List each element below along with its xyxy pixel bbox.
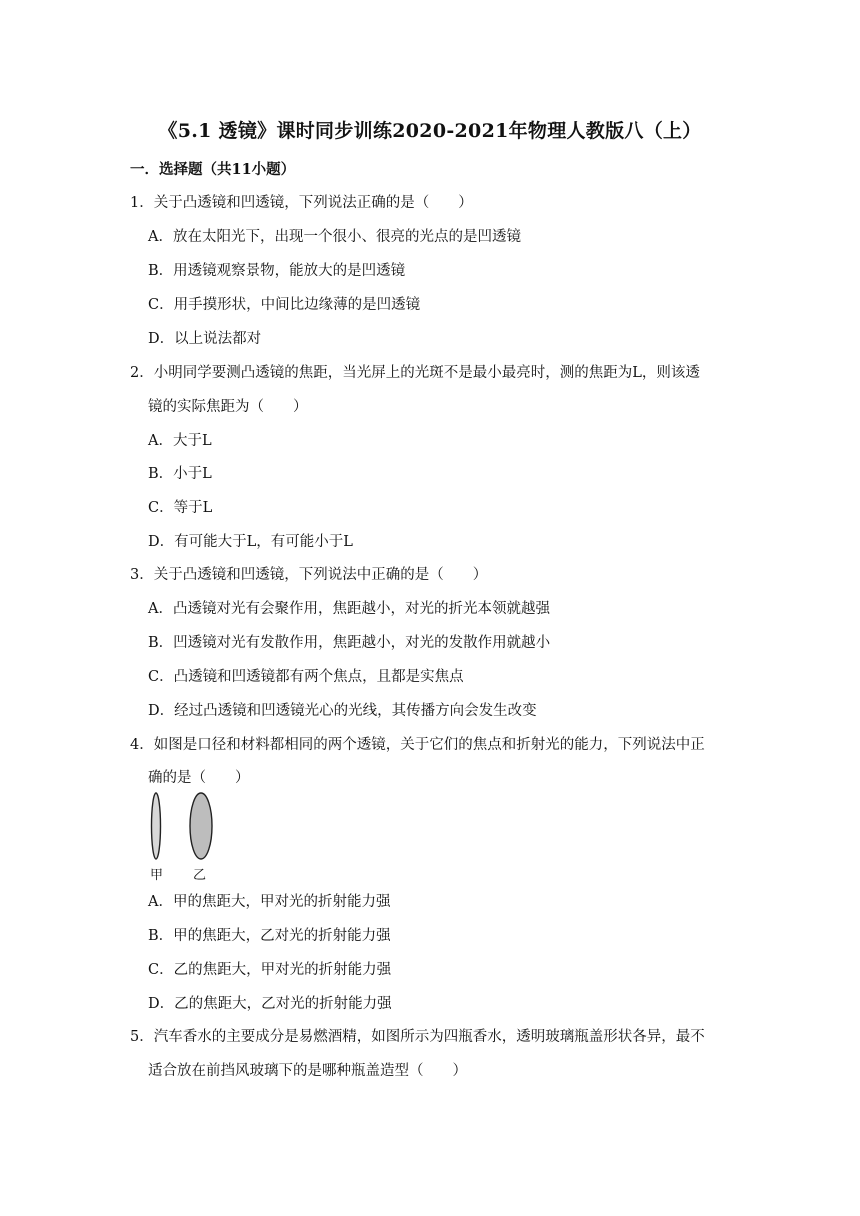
question-3-stem: 3．关于凸透镜和凹透镜，下列说法中正确的是（ ） [130,567,488,583]
thin-lens-shape [152,793,161,859]
question-2-option-b: B．小于L [148,466,212,482]
lens-label-yi: 乙 [193,868,207,883]
question-4-option-c: C．乙的焦距大，甲对光的折射能力强 [148,962,392,978]
question-3-option-d: D．经过凸透镜和凹透镜光心的光线，其传播方向会发生改变 [148,703,537,719]
question-1-option-a: A．放在太阳光下，出现一个很小、很亮的光点的是凹透镜 [148,229,521,245]
question-2-option-a: A．大于L [148,433,212,449]
lens-label-jia: 甲 [150,868,164,883]
question-5-stem-cont: 适合放在前挡风玻璃下的是哪种瓶盖造型（ ） [148,1063,467,1079]
question-1-option-d: D．以上说法都对 [148,331,262,347]
question-3-option-a: A．凸透镜对光有会聚作用，焦距越小，对光的折光本领就越强 [148,601,550,617]
section-heading: 一．选择题（共11小题） [130,161,296,178]
question-2-stem: 2．小明同学要测凸透镜的焦距，当光屏上的光斑不是最小最亮时，测的焦距为L，则该透 [130,365,700,381]
lens-figure [140,790,220,882]
question-2-option-c: C．等于L [148,500,213,516]
question-1-option-b: B．用透镜观察景物，能放大的是凹透镜 [148,263,406,279]
question-2-option-d: D．有可能大于L，有可能小于L [148,534,353,550]
question-4-option-a: A．甲的焦距大，甲对光的折射能力强 [148,894,391,910]
thick-lens-shape [190,793,212,859]
question-2-stem-cont: 镜的实际焦距为（ ） [148,399,308,415]
question-4-stem-cont: 确的是（ ） [148,770,250,786]
page-title: 《5.1 透镜》课时同步训练2020-2021年物理人教版八（上） [158,120,702,142]
question-4-stem: 4．如图是口径和材料都相同的两个透镜，关于它们的焦点和折射光的能力，下列说法中正 [130,737,705,753]
question-1-stem: 1．关于凸透镜和凹透镜，下列说法正确的是（ ） [130,195,473,211]
question-1-option-c: C．用手摸形状，中间比边缘薄的是凹透镜 [148,297,421,313]
question-4-option-d: D．乙的焦距大，乙对光的折射能力强 [148,996,392,1012]
question-3-option-b: B．凹透镜对光有发散作用，焦距越小，对光的发散作用就越小 [148,635,551,651]
question-4-option-b: B．甲的焦距大，乙对光的折射能力强 [148,928,391,944]
question-3-option-c: C．凸透镜和凹透镜都有两个焦点，且都是实焦点 [148,669,464,685]
question-5-stem: 5．汽车香水的主要成分是易燃酒精，如图所示为四瓶香水，透明玻璃瓶盖形状各异，最不 [130,1029,705,1045]
